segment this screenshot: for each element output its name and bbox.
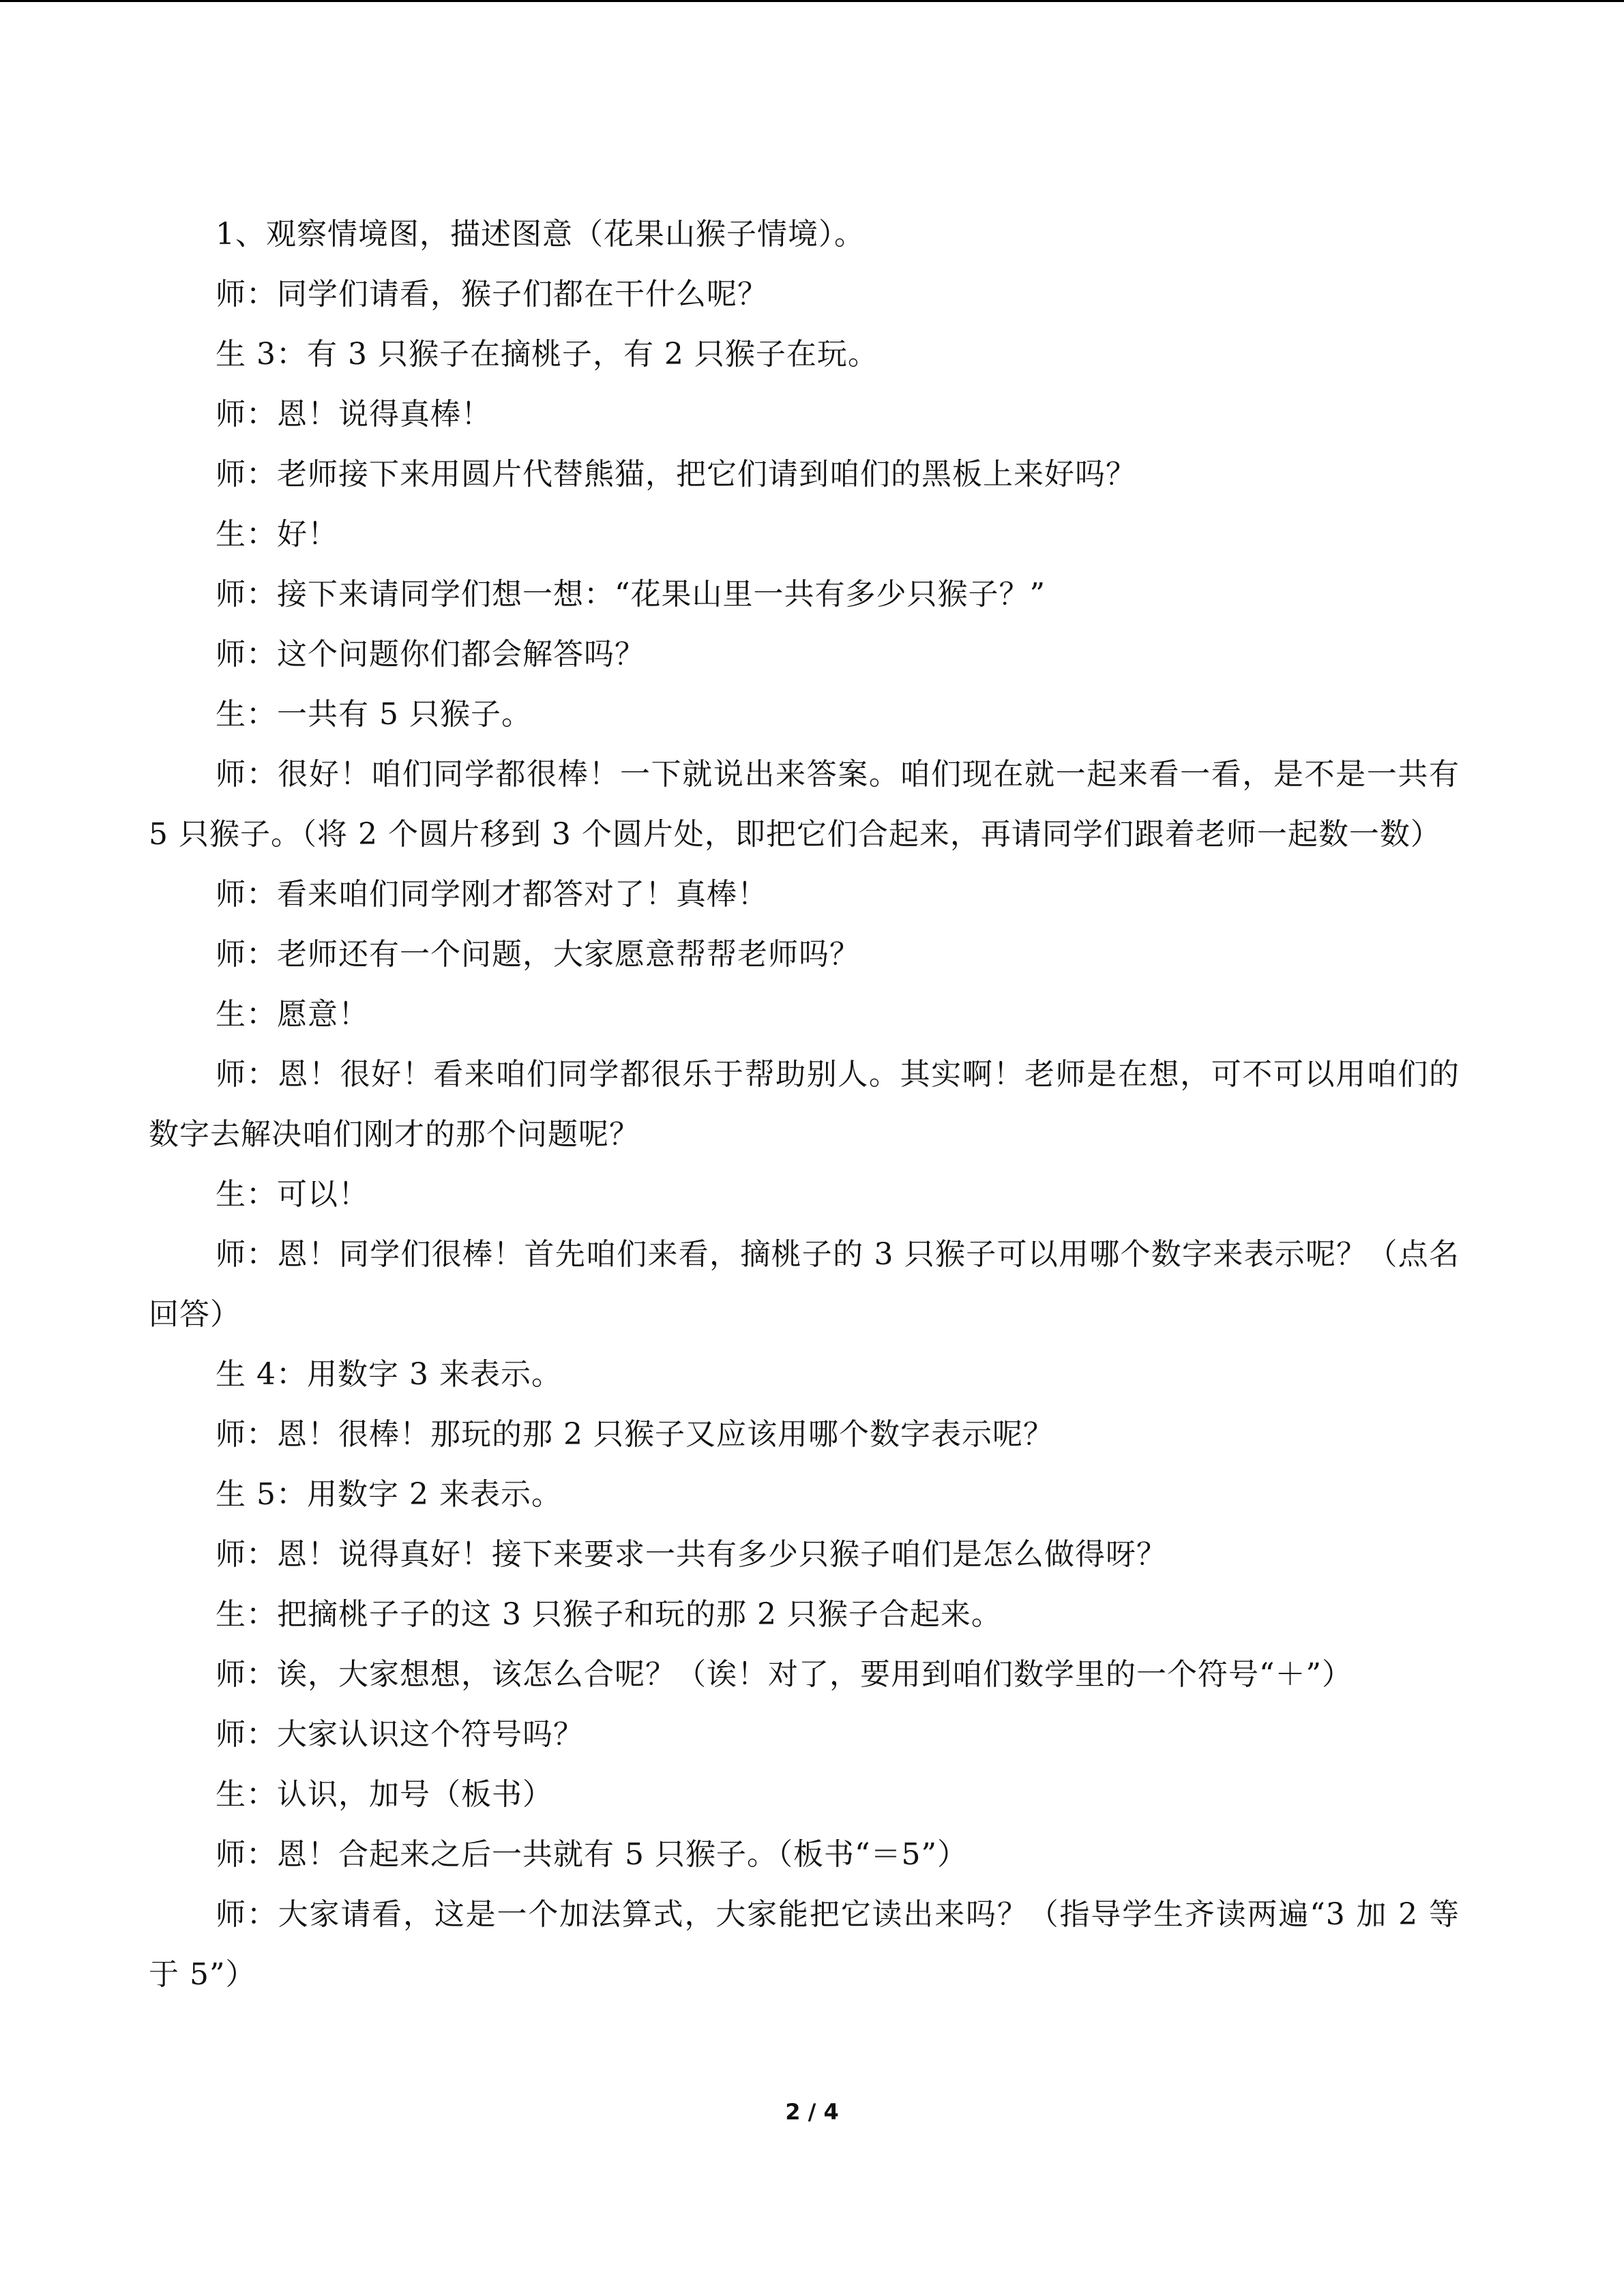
paragraph-24: 生：认识，加号（板书） xyxy=(216,1777,553,1812)
page-number: 2 / 4 xyxy=(785,2099,839,2125)
paragraph-2: 师：同学们请看，猴子们都在干什么呢？ xyxy=(216,277,768,312)
paragraph-15: 生：可以！ xyxy=(216,1177,369,1212)
paragraph-25: 师：恩！合起来之后一共就有 5 只猴子。（板书“＝5”） xyxy=(216,1837,968,1872)
paragraph-10: 师：很好！咱们同学都很棒！一下就说出来答案。咱们现在就一起来看一看，是不是一共有 5 只猴子。（将 2 个圆片移到 3 个圆片处，即把它们合起来，再请同学们跟着老师一起数一数） xyxy=(149,757,1460,852)
paragraph-11: 师：看来咱们同学刚才都答对了！真棒！ xyxy=(216,877,768,912)
paragraph-9: 生：一共有 5 只猴子。 xyxy=(216,697,532,732)
paragraph-12: 师：老师还有一个问题，大家愿意帮帮老师吗？ xyxy=(216,937,860,972)
paragraph-19: 生 5：用数字 2 来表示。 xyxy=(216,1477,562,1512)
paragraph-17: 生 4：用数字 3 来表示。 xyxy=(216,1357,562,1392)
paragraph-21: 生：把摘桃子子的这 3 只猴子和玩的那 2 只猴子合起来。 xyxy=(216,1597,1002,1632)
page-top-border xyxy=(0,0,1624,2)
paragraph-6: 生：好！ xyxy=(216,517,338,552)
paragraph-8: 师：这个问题你们都会解答吗？ xyxy=(216,637,645,672)
paragraph-14: 师：恩！很好！看来咱们同学都很乐于帮助别人。其实啊！老师是在想，可不可以用咱们的数字去解决咱们刚才的那个问题呢？ xyxy=(149,1057,1460,1152)
paragraph-23: 师：大家认识这个符号吗？ xyxy=(216,1717,584,1752)
paragraph-22: 师：诶，大家想想，该怎么合呢？（诶！对了，要用到咱们数学里的一个符号“＋”） xyxy=(216,1657,1353,1692)
paragraph-1: 1、观察情境图，描述图意（花果山猴子情境）。 xyxy=(216,217,865,252)
paragraph-5: 师：老师接下来用圆片代替熊猫，把它们请到咱们的黑板上来好吗？ xyxy=(216,457,1136,492)
paragraph-7: 师：接下来请同学们想一想：“花果山里一共有多少只猴子？” xyxy=(216,577,1046,612)
paragraph-20: 师：恩！说得真好！接下来要求一共有多少只猴子咱们是怎么做得呀？ xyxy=(216,1537,1167,1572)
paragraph-18: 师：恩！很棒！那玩的那 2 只猴子又应该用哪个数字表示呢？ xyxy=(216,1417,1054,1452)
paragraph-26: 师：大家请看，这是一个加法算式，大家能把它读出来吗？（指导学生齐读两遍“3 加 2 等于 5”） xyxy=(149,1897,1460,1992)
paragraph-4: 师：恩！说得真棒！ xyxy=(216,397,492,432)
paragraph-13: 生：愿意！ xyxy=(216,997,369,1032)
paragraph-3: 生 3：有 3 只猴子在摘桃子，有 2 只猴子在玩。 xyxy=(216,337,879,372)
paragraph-16: 师：恩！同学们很棒！首先咱们来看，摘桃子的 3 只猴子可以用哪个数字来表示呢？（点名回答） xyxy=(149,1237,1460,1332)
document-body xyxy=(149,205,1460,2005)
